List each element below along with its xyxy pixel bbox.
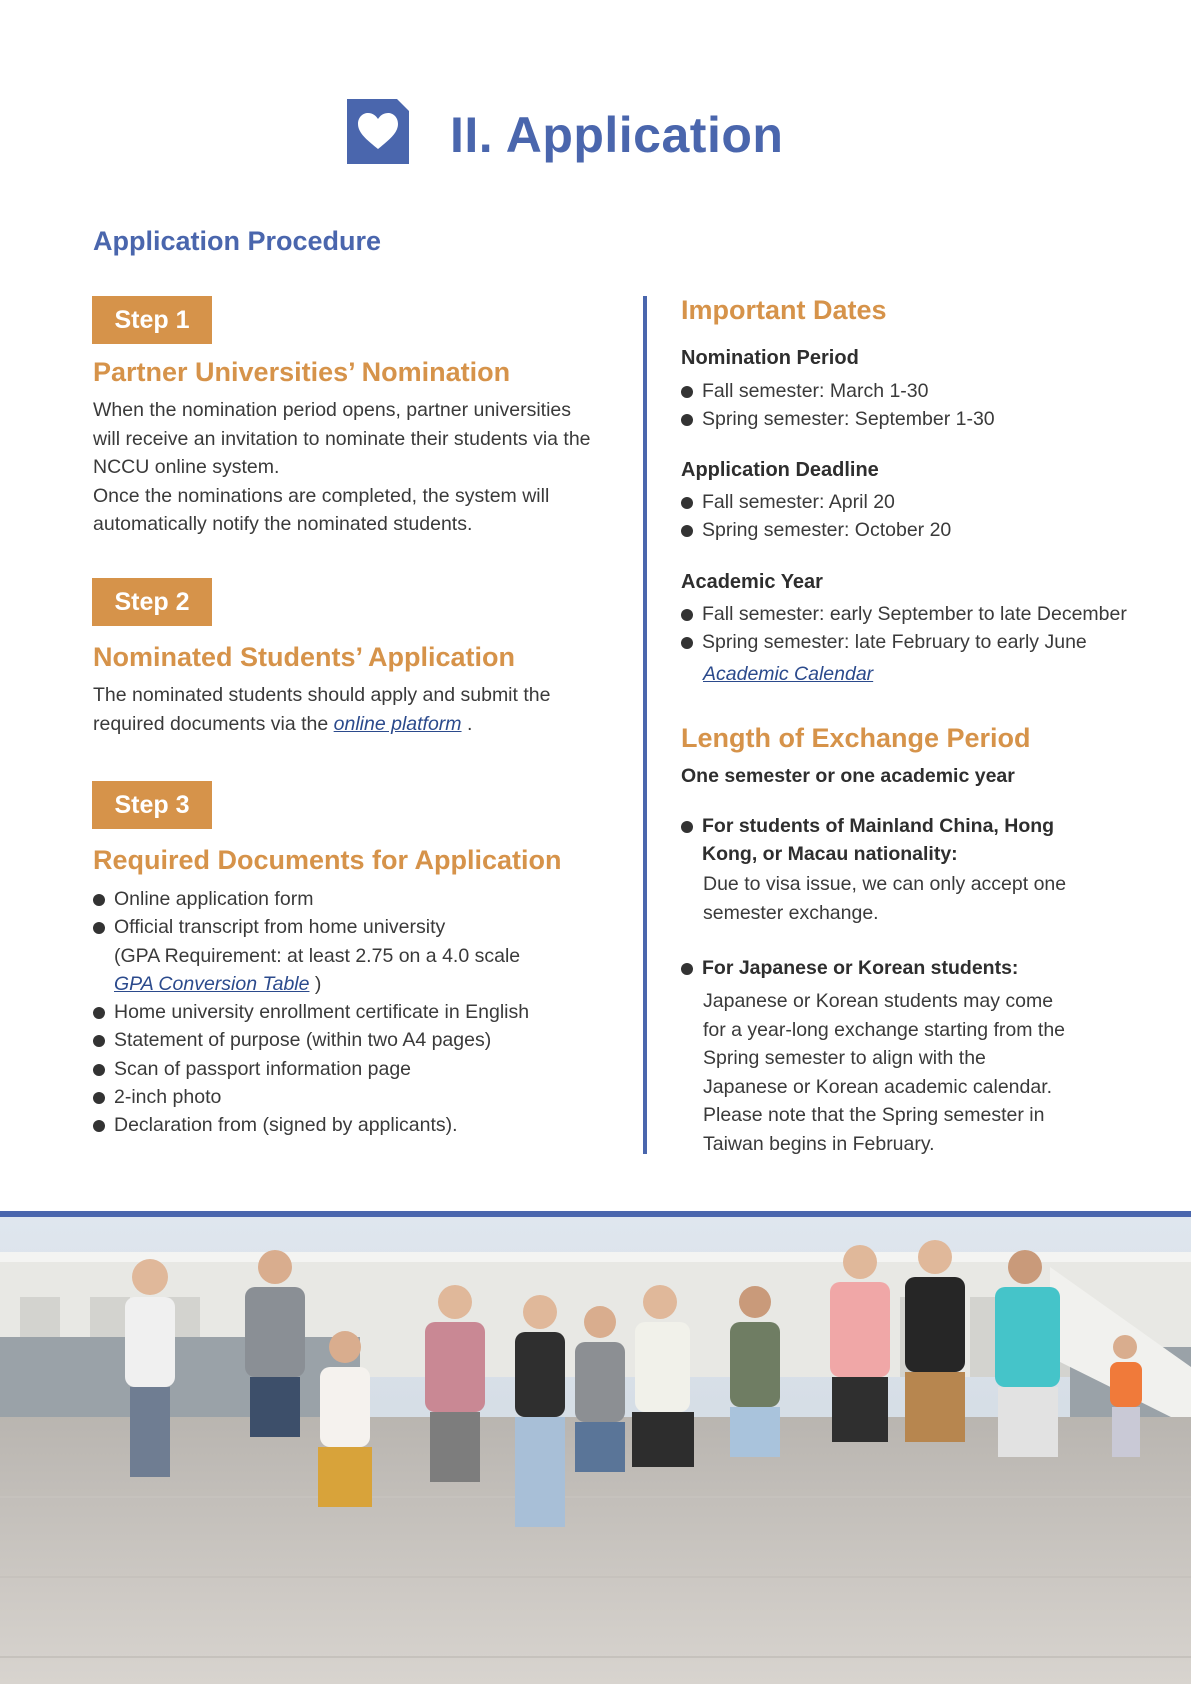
list-item: [93, 913, 623, 998]
academic-year-list: [681, 600, 1181, 657]
step-1-badge: Step 1: [92, 296, 212, 344]
list-item: Home university enrollment certificate in English: [93, 998, 623, 1026]
step-1-paragraph-2: Once the nominations are completed, the system will automatically notify the nominated students.: [93, 484, 550, 535]
application-deadline-title: Application Deadline: [681, 459, 879, 481]
step-1-title: Partner Universities’ Nomination: [93, 357, 511, 387]
procedure-heading: Application Procedure: [93, 226, 382, 256]
exchange-period-heading: Length of Exchange Period: [681, 723, 1031, 753]
list-item: [681, 954, 1081, 982]
list-item: Spring semester: October 20: [681, 516, 1161, 544]
china-students-list: [681, 812, 1081, 869]
group-photo-image: [0, 1217, 1191, 1684]
page-title: II. Application: [450, 107, 784, 163]
nomination-period-list: [681, 377, 1161, 434]
gpa-conversion-table-link[interactable]: GPA Conversion Table: [114, 972, 310, 995]
required-documents-list: [93, 885, 623, 1140]
list-item: Spring semester: late February to early June: [681, 628, 1181, 656]
step-3-title: Required Documents for Application: [93, 845, 562, 875]
online-platform-link[interactable]: online platform: [333, 712, 462, 735]
exchange-period-summary: One semester or one academic year: [681, 765, 1015, 787]
academic-calendar-link[interactable]: Academic Calendar: [703, 663, 874, 685]
list-item: [681, 812, 1081, 869]
china-students-title: For students of Mainland China, Hong Kong, or Macau nationality:: [702, 815, 1055, 866]
important-dates-heading: Important Dates: [681, 295, 887, 325]
japan-korea-students-list: [681, 954, 1081, 982]
list-item-text: Official transcript from home university: [114, 916, 446, 939]
japan-korea-students-text: Japanese or Korean students may come for a year-long exchange starting from the Spring semester to align with the Japanese or Korean academic calendar. Please note that the Spring semester in Taiwan begins in February.: [703, 990, 1066, 1155]
step-2-title: Nominated Students’ Application: [93, 642, 516, 672]
gpa-link-line: [114, 970, 623, 998]
list-item: Spring semester: September 1-30: [681, 405, 1161, 433]
step-1-paragraph-1: When the nomination period opens, partner universities will receive an invitation to nominate their students via the NCCU online system.: [93, 399, 591, 478]
gpa-note: (GPA Requirement: at least 2.75 on a 4.0 scale: [114, 944, 521, 967]
list-item: Online application form: [93, 885, 623, 913]
list-item: Fall semester: early September to late December: [681, 600, 1181, 628]
list-item: Fall semester: March 1-30: [681, 377, 1161, 405]
list-item: 2-inch photo: [93, 1083, 623, 1111]
list-item: Fall semester: April 20: [681, 488, 1161, 516]
academic-year-title: Academic Year: [681, 571, 823, 593]
list-item: Statement of purpose (within two A4 pages): [93, 1026, 623, 1054]
column-divider: [643, 296, 647, 1154]
application-deadline-list: [681, 488, 1161, 545]
step-2-text: [93, 681, 583, 738]
step-3-badge: Step 3: [92, 781, 212, 829]
gpa-note-close: ): [309, 972, 322, 995]
nomination-period-title: Nomination Period: [681, 347, 859, 369]
list-item: Declaration from (signed by applicants).: [93, 1111, 623, 1139]
step-1-text: [93, 396, 593, 539]
china-students-text: Due to visa issue, we can only accept one semester exchange.: [703, 873, 1067, 924]
heart-bookmark-icon: [347, 99, 409, 164]
list-item: Scan of passport information page: [93, 1055, 623, 1083]
step-2-badge: Step 2: [92, 578, 212, 626]
step-2-text-before: The nominated students should apply and submit the required documents via the: [93, 684, 551, 735]
step-2-text-after: .: [461, 712, 473, 735]
japan-korea-students-title: For Japanese or Korean students:: [702, 957, 1019, 979]
